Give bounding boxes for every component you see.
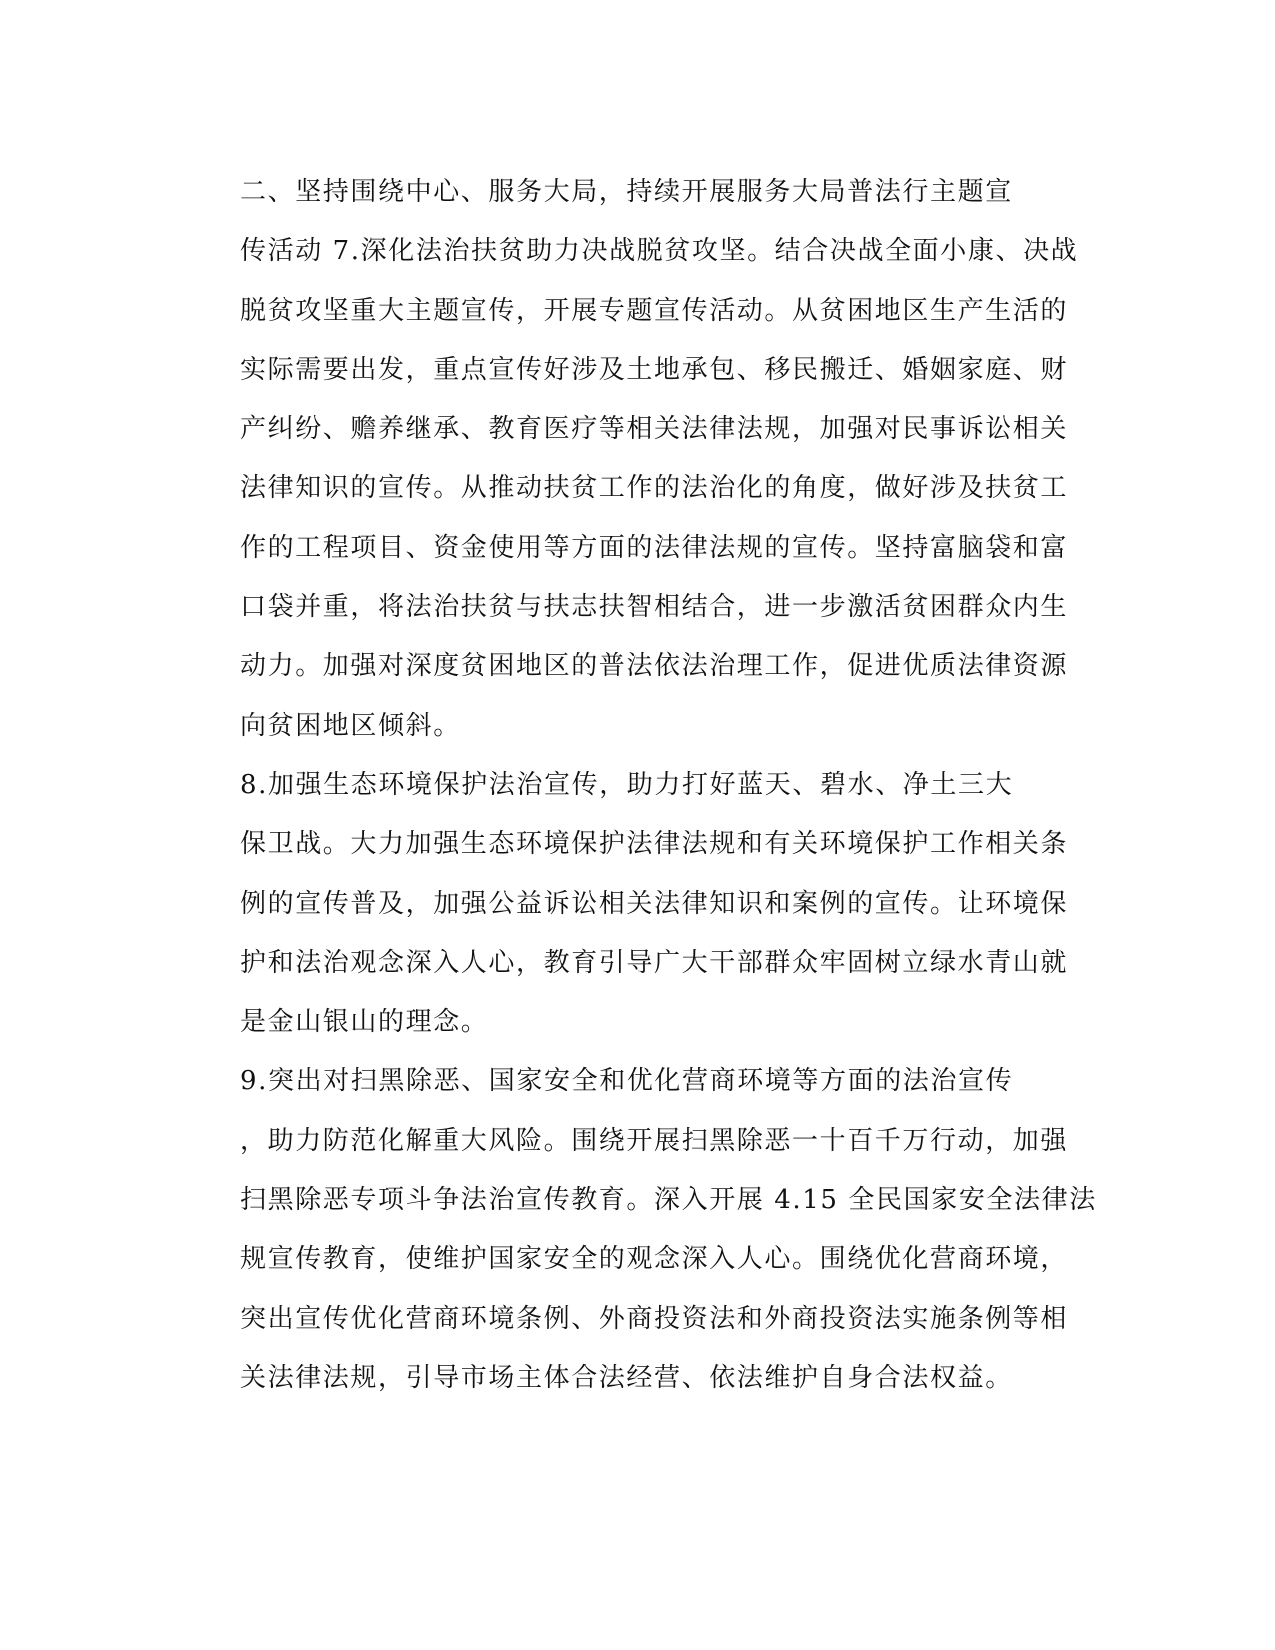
text-line: 关法律法规，引导市场主体合法经营、依法维护自身合法权益。 (240, 1362, 1013, 1393)
text-line: 口袋并重，将法治扶贫与扶志扶智相结合，进一步激活贫困群众内生 (240, 592, 1069, 623)
text-line: 传活动 7.深化法治扶贫助力决战脱贫攻坚。结合决战全面小康、决战 (240, 236, 1079, 267)
text-line: 是金山银山的理念。 (240, 1007, 489, 1038)
paragraph-poverty-alleviation (188, 163, 1079, 756)
text-line: 法律知识的宣传。从推动扶贫工作的法治化的角度，做好涉及扶贫工 (240, 473, 1069, 504)
text-line: 向贫困地区倾斜。 (240, 710, 461, 741)
paragraph-ecological-protection (188, 756, 1069, 1052)
text-line: 动力。加强对深度贫困地区的普法依法治理工作，促进优质法律资源 (240, 651, 1069, 682)
text-line: 突出宣传优化营商环境条例、外商投资法和外商投资法实施条例等相 (240, 1303, 1069, 1334)
text-line: 产纠纷、赡养继承、教育医疗等相关法律法规，加强对民事诉讼相关 (240, 414, 1069, 445)
text-line: 规宣传教育，使维护国家安全的观念深入人心。围绕优化营商环境， (240, 1244, 1069, 1275)
paragraph-risk-prevention (188, 1052, 1097, 1408)
text-line: 护和法治观念深入人心，教育引导广大干部群众牢固树立绿水青山就 (240, 947, 1069, 978)
text-line: 保卫战。大力加强生态环境保护法律法规和有关环境保护工作相关条 (240, 829, 1069, 860)
text-line: 二、坚持围绕中心、服务大局，持续开展服务大局普法行主题宣 (240, 177, 1013, 207)
text-line: 9.突出对扫黑除恶、国家安全和优化营商环境等方面的法治宣传 (240, 1066, 1014, 1097)
text-line: 扫黑除恶专项斗争法治宣传教育。深入开展 4.15 全民国家安全法律法 (240, 1185, 1097, 1216)
text-line: 例的宣传普及，加强公益诉讼相关法律知识和案例的宣传。让环境保 (240, 888, 1069, 919)
text-line: 实际需要出发，重点宣传好涉及土地承包、移民搬迁、婚姻家庭、财 (240, 354, 1069, 385)
text-line: ，助力防范化解重大风险。围绕开展扫黑除恶一十百千万行动，加强 (240, 1125, 1069, 1156)
text-line: 作的工程项目、资金使用等方面的法律法规的宣传。坚持富脑袋和富 (240, 532, 1069, 563)
text-line: 8.加强生态环境保护法治宣传，助力打好蓝天、碧水、净土三大 (240, 769, 1014, 800)
document-body (188, 163, 1097, 1408)
text-line: 脱贫攻坚重大主题宣传，开展专题宣传活动。从贫困地区生产生活的 (240, 295, 1069, 326)
